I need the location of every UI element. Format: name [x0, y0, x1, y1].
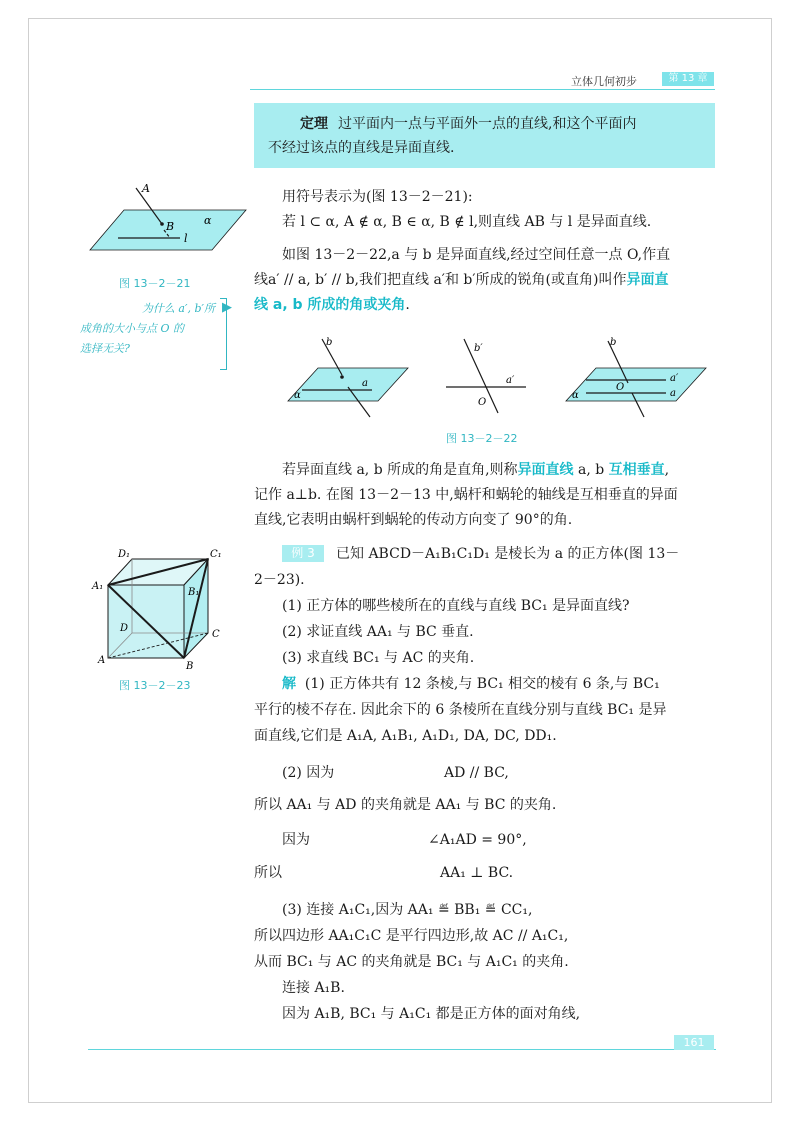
- side-note-line-3: 选择无关?: [80, 342, 130, 355]
- term-perpendicular: 互相垂直: [608, 462, 665, 478]
- solution-s2-because-label: (2) 因为: [282, 765, 335, 781]
- figure-13-2-22: [280, 335, 720, 430]
- label-a: A: [142, 182, 150, 195]
- para3-line-1: [282, 460, 669, 480]
- fig22-plane-left: [288, 368, 408, 401]
- para3-line-2: 记作 a⊥b. 在图 13－2－13 中,蜗杆和蜗轮的轴线是互相垂直的异面: [254, 487, 678, 503]
- term-skew-angle-1: 异面直: [626, 272, 669, 288]
- solution-s2-so: 所以 AA₁ 与 AD 的夹角就是 AA₁ 与 BC 的夹角.: [254, 797, 557, 813]
- fig22-label-b-prime: b′: [474, 343, 483, 354]
- label-alpha: α: [204, 214, 212, 227]
- term-skew-lines: 异面直线: [517, 462, 574, 478]
- para2-line-2: [254, 270, 668, 290]
- cube-label-b: B: [186, 661, 194, 670]
- solution-s2-so2-expr: AA₁ ⊥ BC.: [440, 865, 514, 881]
- label-b: B: [166, 220, 175, 233]
- example-line-1: 已知 ABCD－A₁B₁C₁D₁ 是棱长为 a 的正方体(图 13－: [336, 546, 680, 562]
- solution-s1-line-1: (1) 正方体共有 12 条棱,与 BC₁ 相交的棱有 6 条,与 BC₁: [304, 676, 660, 692]
- side-note-line-1: 为什么 a′, b′所: [141, 302, 215, 315]
- solution-s3-line-5: 因为 A₁B, BC₁ 与 A₁C₁ 都是正方体的面对角线,: [282, 1006, 581, 1022]
- para2-line-2-text: 线a′ // a, b′ // b,我们把直线 a′和 b′所成的锐角(或直角)叫作: [254, 272, 627, 288]
- cube-label-b1: B₁: [188, 587, 200, 598]
- fig22-point: [340, 375, 344, 379]
- theorem-label: 定理: [300, 116, 328, 132]
- fig22-label-a-prime: a′: [506, 375, 515, 386]
- fig22-right-label-b: b: [610, 337, 617, 348]
- para3-line-3: 直线,它表明由蜗杆到蜗轮的传动方向变了 90°的角.: [254, 512, 573, 528]
- side-note-arrow-icon: ▶: [222, 300, 232, 315]
- page-number: 161: [674, 1035, 714, 1050]
- fig22-right-label-a-prime: a′: [670, 373, 679, 384]
- side-note-line-2: 成角的大小与点 O 的: [80, 322, 185, 335]
- example-badge: 例 3: [282, 545, 324, 562]
- example-question-1: (1) 正方体的哪些棱所在的直线与直线 BC₁ 是异面直线?: [282, 598, 630, 614]
- example-line-2: 2－23).: [254, 572, 305, 588]
- fig22-label-o: O: [478, 397, 487, 408]
- solution-s1-line-2: 平行的棱不存在. 因此余下的 6 条棱所在直线分别与直线 BC₁ 是异: [254, 702, 667, 718]
- cube-label-c: C: [212, 629, 220, 640]
- theorem-text-1: 过平面内一点与平面外一点的直线,和这个平面内: [338, 116, 637, 132]
- fig22-label-a: a: [362, 378, 368, 389]
- caption-fig23: 图 13－2－23: [119, 679, 191, 692]
- cube-label-d: D: [120, 623, 129, 634]
- para2-line-3-end: .: [405, 297, 410, 313]
- fig22-label-b: b: [326, 337, 333, 348]
- term-skew-angle-2: 线 a, b 所成的角或夹角: [254, 297, 406, 313]
- fig22-right-label-o: O: [616, 382, 625, 393]
- para3-line-1-mid: a, b: [573, 462, 609, 478]
- solution-s2-so2-label: 所以: [254, 865, 282, 881]
- header-rule: [250, 89, 715, 90]
- solution-s2-because-expr: AD // BC,: [444, 765, 509, 781]
- chapter-number-badge: 第 13 章: [662, 72, 714, 86]
- figure-13-2-21: [88, 180, 248, 270]
- solution-s1-line-3: 面直线,它们是 A₁A, A₁B₁, A₁D₁, DA, DC, DD₁.: [254, 728, 557, 744]
- theorem-line-1: [268, 112, 701, 136]
- fig22-left: [288, 337, 408, 417]
- solution-line-1: [282, 674, 660, 694]
- cube-label-d1: D₁: [118, 549, 131, 560]
- fig22-right-label-a: a: [670, 388, 676, 399]
- example-question-2: (2) 求证直线 AA₁ 与 BC 垂直.: [282, 624, 474, 640]
- cube-label-c1: C₁: [210, 549, 222, 560]
- chapter-title: 立体几何初步: [571, 75, 637, 88]
- example-question-3: (3) 求直线 BC₁ 与 AC 的夹角.: [282, 650, 475, 666]
- para1-line-2: 若 l ⊂ α, A ∉ α, B ∈ α, B ∉ l,则直线 AB 与 l 是异面直线.: [282, 214, 652, 230]
- side-note: [80, 299, 215, 359]
- fig22-right: [566, 337, 706, 417]
- caption-fig22: 图 13－2－22: [446, 432, 518, 445]
- figure-13-2-23: [90, 545, 230, 670]
- para2-line-3: [254, 295, 410, 315]
- solution-s3-line-1: (3) 连接 A₁C₁,因为 AA₁ ≝ BB₁ ≝ CC₁,: [282, 902, 533, 918]
- solution-s3-line-3: 从而 BC₁ 与 AC 的夹角就是 BC₁ 与 A₁C₁ 的夹角.: [254, 954, 569, 970]
- solution-s2-because2-label: 因为: [282, 832, 310, 848]
- solution-s3-line-2: 所以四边形 AA₁C₁C 是平行四边形,故 AC // A₁C₁,: [254, 928, 569, 944]
- para1-line-1: 用符号表示为(图 13－2－21):: [282, 189, 473, 205]
- cube-label-a: A: [98, 655, 106, 666]
- footer-rule: [88, 1049, 716, 1050]
- fig22-plane-right: [566, 368, 706, 401]
- theorem-text-2: 不经过该点的直线是异面直线.: [268, 140, 455, 156]
- solution-s2-because2-expr: ∠A₁AD = 90°,: [428, 832, 527, 848]
- caption-fig21: 图 13－2－21: [119, 277, 191, 290]
- cube-label-a1: A₁: [92, 581, 104, 592]
- fig22-right-label-alpha: α: [572, 390, 579, 401]
- fig22-middle: [446, 339, 526, 413]
- para3-line-1-text: 若异面直线 a, b 所成的角是直角,则称: [282, 462, 518, 478]
- fig22-label-alpha: α: [294, 390, 301, 401]
- para2-line-1: 如图 13－2－22,a 与 b 是异面直线,经过空间任意一点 O,作直: [282, 247, 671, 263]
- para3-line-1-end: ,: [664, 462, 670, 478]
- point-b: [160, 222, 164, 226]
- solution-s3-line-4: 连接 A₁B.: [282, 980, 345, 996]
- theorem-box: [254, 103, 715, 168]
- solution-label: 解: [282, 676, 296, 692]
- label-l: l: [184, 232, 188, 245]
